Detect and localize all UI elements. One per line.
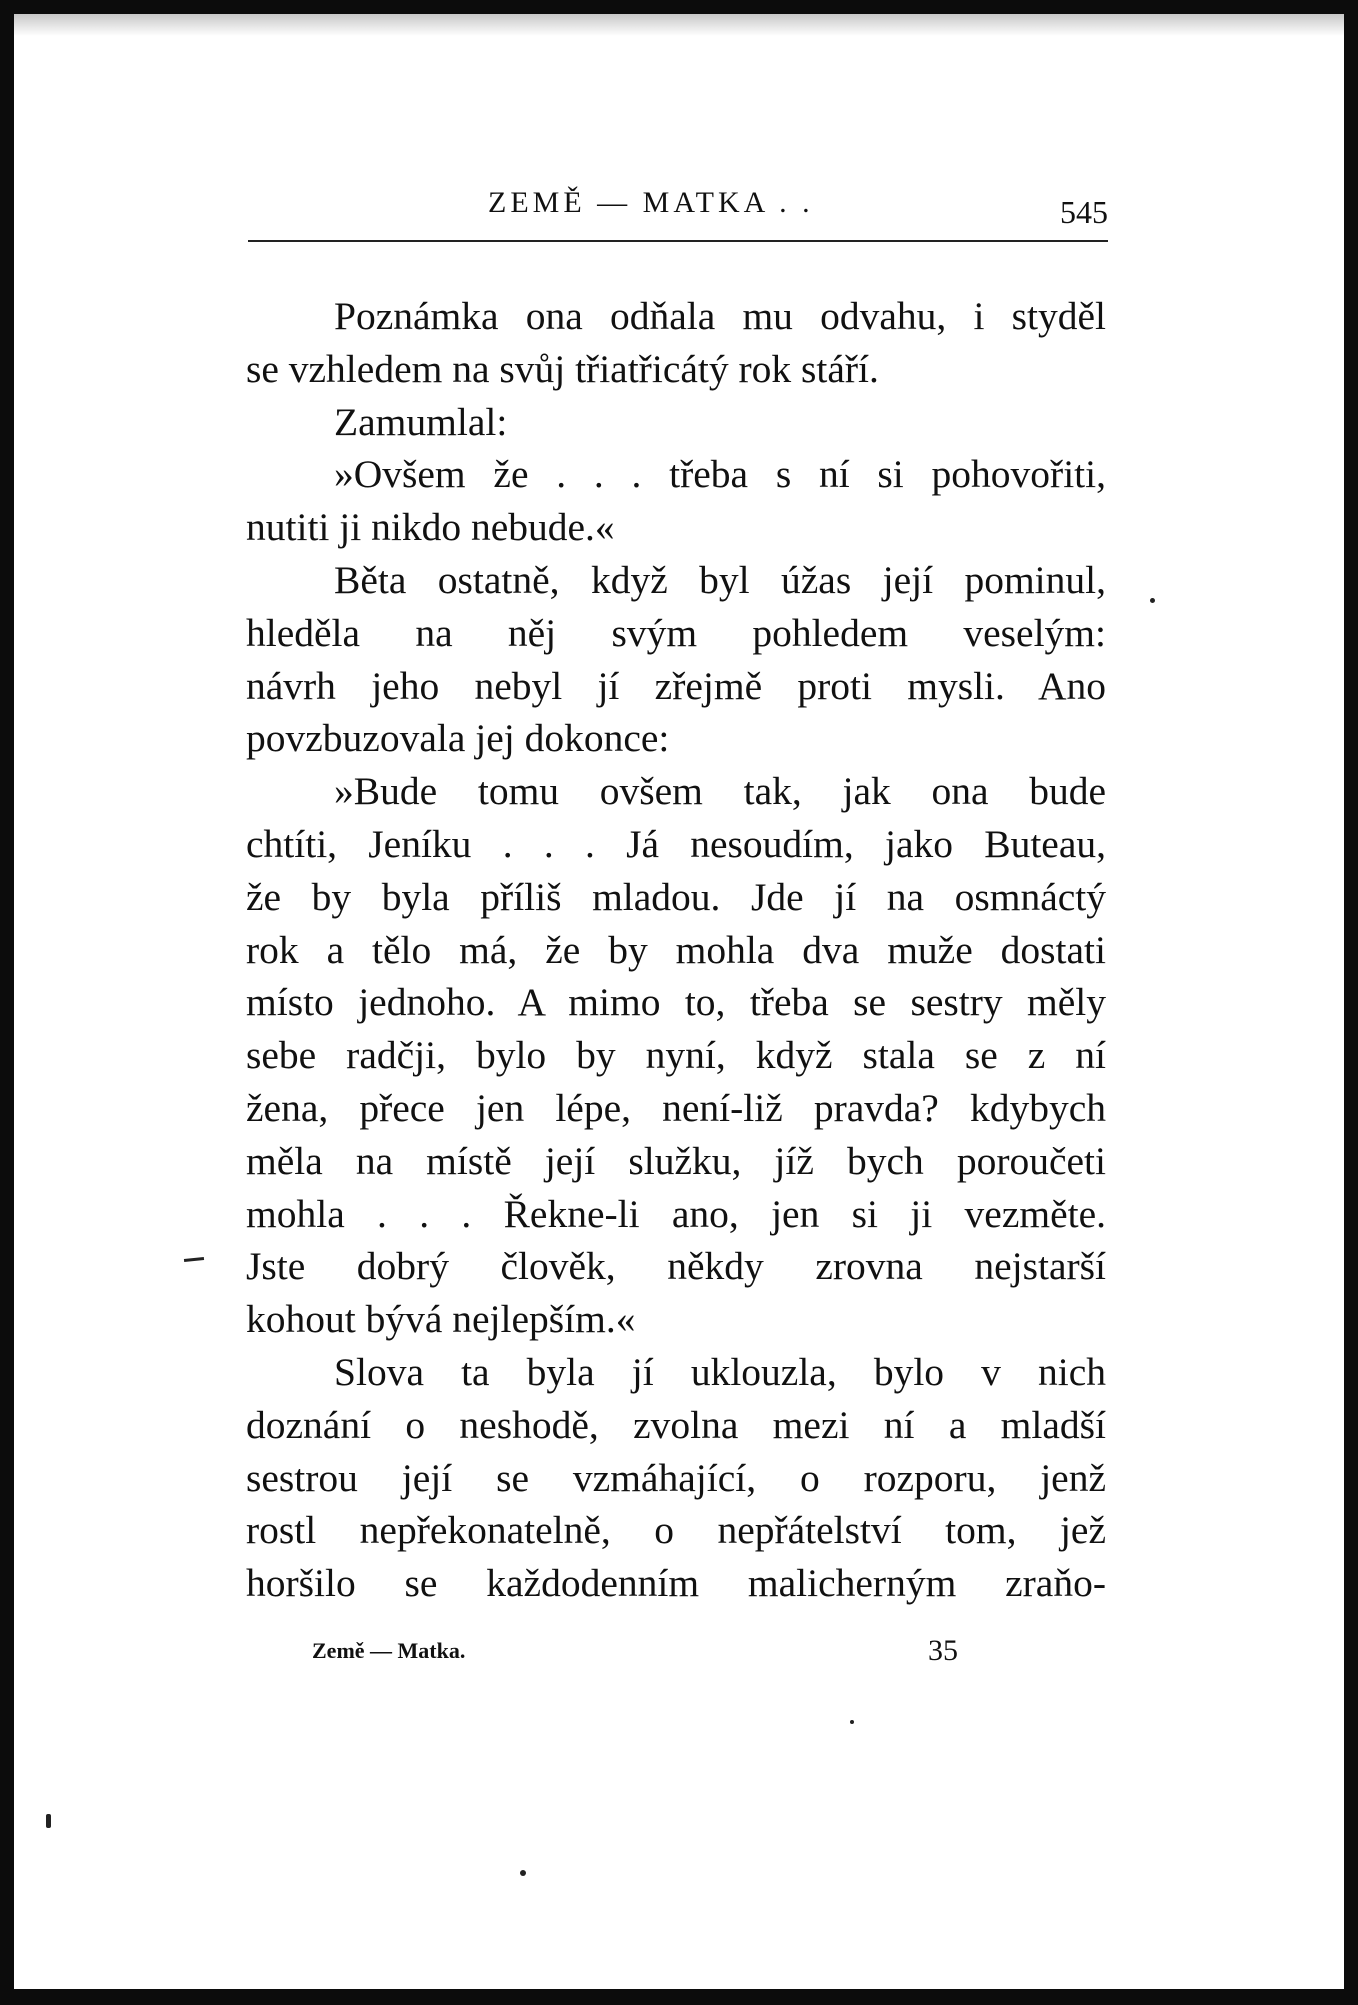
scan-border-bottom (0, 1989, 1358, 2005)
page-header (248, 180, 1108, 242)
scan-speck (1150, 598, 1155, 603)
text-line: hleděla na něj svým pohledem veselým: (246, 610, 1106, 655)
text-line: povzbuzovala jej dokonce: (246, 716, 670, 761)
text-line: nutiti ji nikdo nebude.« (246, 505, 615, 550)
text-line: se vzhledem na svůj třiatřicátý rok stáří. (246, 346, 879, 391)
text-line: horšilo se každodenním malicherným zraňo- (246, 1561, 1106, 1606)
body-text (246, 290, 1106, 1610)
margin-mark (184, 1257, 204, 1262)
scan-border-top (0, 0, 1358, 14)
scan-speck (850, 1720, 854, 1724)
text-line: doznání o neshodě, zvolna mezi ní a mladší (246, 1402, 1106, 1447)
signature-number: 35 (928, 1634, 958, 1667)
text-line: že by byla příliš mladou. Jde jí na osmnáctý (246, 874, 1106, 919)
text-line: měla na místě její služku, jíž bych poroučeti (246, 1138, 1106, 1183)
text-line: Slova ta byla jí uklouzla, bylo v nich (334, 1349, 1106, 1394)
text-line: »Bude tomu ovšem tak, jak ona bude (334, 769, 1106, 814)
scan-speck (520, 1870, 526, 1876)
text-line: Běta ostatně, když byl úžas její pominul, (334, 557, 1106, 602)
text-line: sebe radčji, bylo by nyní, když stala se z ní (246, 1033, 1106, 1078)
text-line: žena, přece jen lépe, není-liž pravda? kdybych (246, 1085, 1106, 1130)
text-line: rostl nepřekonatelně, o nepřátelství tom, jež (246, 1508, 1106, 1553)
scan-border-left (0, 0, 14, 2005)
text-line: »Ovšem že . . . třeba s ní si pohovořiti, (334, 452, 1106, 497)
text-line: mohla . . . Řekne-li ano, jen si ji vezměte. (246, 1191, 1106, 1236)
text-line: rok a tělo má, že by mohla dva muže dostati (246, 927, 1106, 972)
text-line: chtíti, Jeníku . . . Já nesoudím, jako Buteau, (246, 821, 1106, 866)
text-line: návrh jeho nebyl jí zřejmě proti mysli. Ano (246, 663, 1106, 708)
text-line: místo jednoho. A mimo to, třeba se sestry měly (246, 980, 1106, 1025)
scan-shadow-top (0, 14, 1358, 36)
text-line: kohout bývá nejlepším.« (246, 1297, 636, 1342)
text-line: Zamumlal: (334, 399, 508, 444)
text-line: Jste dobrý člověk, někdy zrovna nejstarší (246, 1244, 1106, 1289)
page-number: 545 (1060, 194, 1108, 230)
printer-signature: Země — Matka. (312, 1638, 466, 1663)
scan-speck (46, 1814, 51, 1828)
scan-border-right (1344, 0, 1358, 2005)
text-line: sestrou její se vzmáhající, o rozporu, jenž (246, 1455, 1106, 1500)
running-title: ZEMĚ — MATKA . . (488, 186, 814, 219)
text-line: Poznámka ona odňala mu odvahu, i styděl (334, 294, 1106, 338)
